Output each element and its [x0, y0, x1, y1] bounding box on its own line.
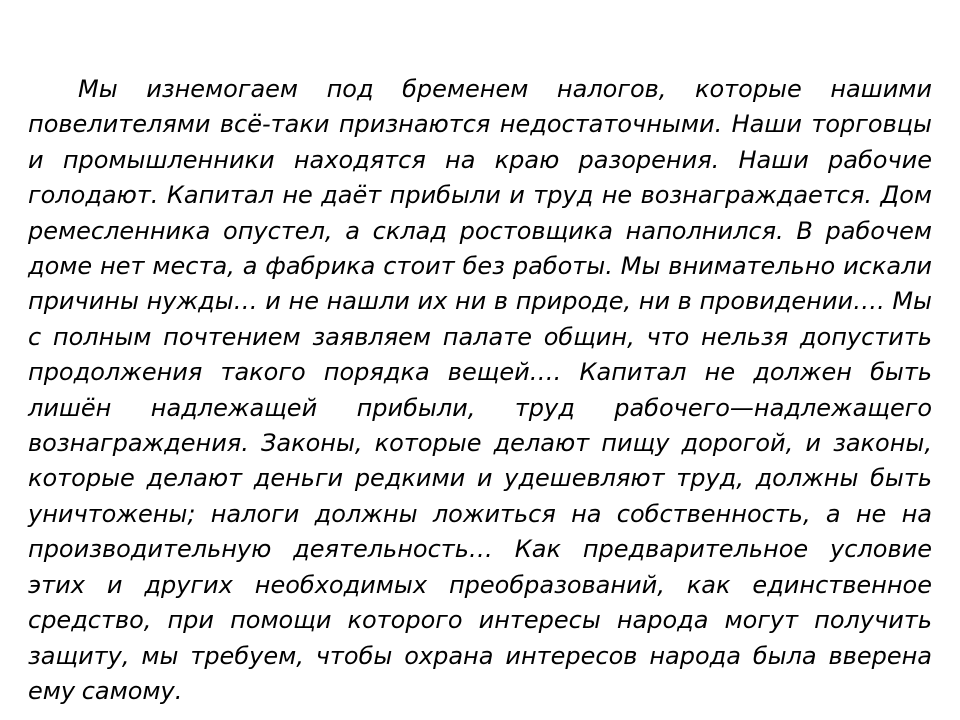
- quote-paragraph: Мы изнемогаем под бременем налогов, которые нашими повелителями всё-таки признаются недостаточными. Наши торговцы и промышленники находятся на краю разорения. Наши рабочие голодают. Капитал не даёт прибыли и труд не вознаграждается. Дом ремесленника опустел, а склад ростовщика наполнился. В рабочем доме нет места, а фабрика стоит без работы. Мы внимательно искали причины нужды… и не нашли их ни в природе, ни в провидении…. Мы с полным почтением заявляем палате общин, что нельзя допустить продолжения такого порядка вещей…. Капитал не должен быть лишён надлежащей прибыли, труд рабочего—надлежащего вознаграждения. Законы, которые делают пищу дорогой, и законы, которые делают деньги редкими и удешевляют труд, должны быть уничтожены; налоги должны ложиться на собственность, а не на производительную деятельность… Как предварительное условие этих и других необходимых преобразований, как единственное средство, при помощи которого интересы народа могут получить защиту, мы требуем, чтобы охрана интересов народа была вверена ему самому.: [28, 75, 932, 705]
